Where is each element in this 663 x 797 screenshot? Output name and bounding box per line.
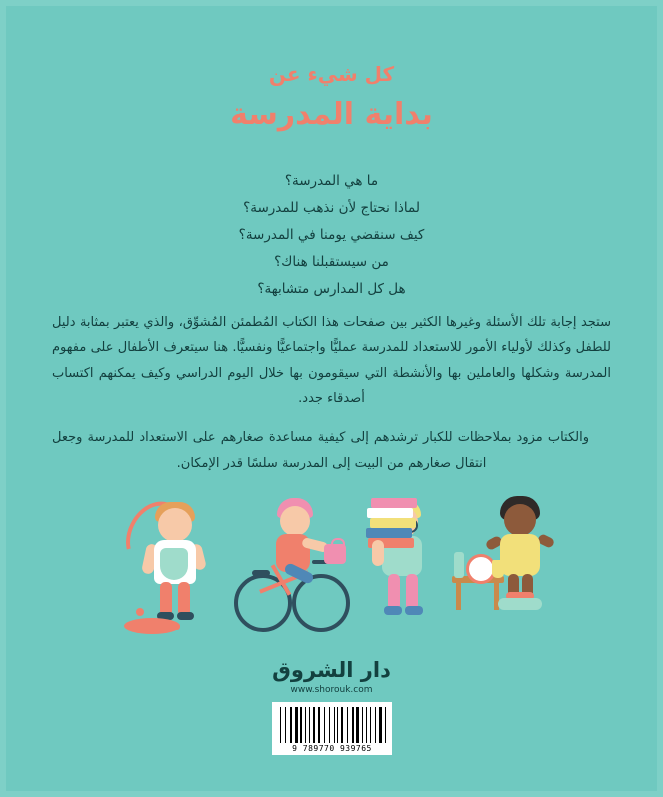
barcode-bar (334, 707, 335, 743)
barcode-bar (383, 707, 385, 743)
page-title: بداية المدرسة (230, 97, 433, 132)
paint-drop-shape (174, 624, 180, 630)
arm-shape (372, 540, 384, 566)
barcode-bar (355, 707, 356, 743)
apron-shape (160, 548, 188, 580)
barcode-bar (362, 707, 364, 743)
bottle-shape (454, 552, 464, 578)
barcode-bar (337, 707, 338, 743)
barcode-bar (321, 707, 323, 743)
barcode-bar (385, 707, 386, 743)
barcode-bar (375, 707, 377, 743)
book-shape (370, 518, 416, 528)
barcode-bar (379, 707, 382, 743)
desk-leg-shape (456, 582, 461, 610)
barcode-bar (364, 707, 365, 743)
barcode-bar (310, 707, 312, 743)
barcode-bar (309, 707, 310, 743)
barcode-bar (295, 707, 298, 743)
barcode-bar (368, 707, 369, 743)
publisher-name: دار الشروق (272, 658, 391, 682)
school-bag-shape (324, 544, 346, 564)
barcode-bar (360, 707, 361, 743)
barcode-bars (278, 707, 386, 743)
barcode-bar (280, 707, 282, 743)
blurb-paragraph: ستجد إجابة تلك الأسئلة وغيرها الكثير بين صفحات هذا الكتاب المُطمئن المُشوِّق، والذي يعتبر بمثابة دليل للطفل وكذلك لأولياء الأمور للاستعداد للمدرسة عمليًّا واجتماعيًّا ونفسيًّا. هنا سيتعرف الأطفال على مفهوم المدرسة وشكلها والعاملين بها والأنشطة التي سيقومون بها خلال اليوم الدراسي وكيف يمكنهم اكتساب أصدقاء جدد. (52, 315, 611, 407)
barcode-bar (352, 707, 354, 743)
barcode-bar (370, 707, 371, 743)
barcode-bar (356, 707, 359, 743)
cover-illustration (0, 482, 663, 642)
barcode-bar (348, 707, 351, 743)
title-subtitle: كل شيء عن (268, 62, 395, 86)
questions-list (0, 168, 663, 303)
isbn-number: 9 789770 939765 (292, 744, 372, 753)
shoe-right-shape (405, 606, 423, 615)
barcode-bar (300, 707, 302, 743)
barcode-bar (290, 707, 292, 743)
question-item: من سيستقبلنا هناك؟ (274, 254, 389, 270)
barcode-bar (372, 707, 374, 743)
book-shape (366, 528, 412, 538)
barcode-bar (285, 707, 286, 743)
barcode-bar (278, 707, 279, 743)
title-block (0, 62, 663, 134)
barcode-bar (293, 707, 294, 743)
barcode-bar (339, 707, 340, 743)
paint-puddle-shape (124, 618, 180, 634)
barcode-bar (282, 707, 284, 743)
head-shape (504, 504, 536, 536)
barcode-bar (299, 707, 300, 743)
question-item: ما هي المدرسة؟ (284, 173, 379, 189)
barcode-bar (313, 707, 315, 743)
book-shape (367, 508, 413, 518)
question-item: كيف سنقضي يومنا في المدرسة؟ (238, 227, 425, 243)
question-item: لماذا نحتاج لأن نذهب للمدرسة؟ (243, 200, 420, 216)
barcode-bar (326, 707, 329, 743)
barcode-bar (287, 707, 290, 743)
barcode-bar (341, 707, 343, 743)
barcode-bar (305, 707, 306, 743)
paint-drop-shape (136, 608, 144, 616)
shoe-left-shape (384, 606, 402, 615)
barcode (272, 702, 392, 755)
scale-base-shape (498, 598, 542, 610)
barcode-bar (331, 707, 333, 743)
leg-left-shape (160, 582, 172, 616)
blurb-paragraph: والكتاب مزود بملاحظات للكبار ترشدهم إلى كيفية مساعدة صغارهم على الاستعداد للمدرسة وجعل انتقال صغارهم من البيت إلى المدرسة سلسًا قدر الإمكان. (52, 430, 589, 471)
head-shape (280, 506, 310, 536)
barcode-bar (324, 707, 325, 743)
bicycle-wheel-shape (292, 574, 350, 632)
illustration-girl-on-scales (452, 482, 572, 642)
head-shape (158, 508, 192, 542)
illustration-girl-on-bicycle (228, 482, 353, 642)
illustration-boy-spilling-paint (122, 492, 232, 642)
blurb-text (52, 310, 611, 490)
barcode-bar (344, 707, 346, 743)
publisher-url[interactable]: www.shorouk.com (290, 685, 373, 695)
barcode-bar (336, 707, 337, 743)
book-shape (371, 498, 417, 508)
barcode-bar (307, 707, 308, 743)
barcode-bar (303, 707, 304, 743)
barcode-bar (366, 707, 367, 743)
bicycle-seat-shape (252, 570, 270, 576)
barcode-bar (318, 707, 321, 743)
illustration-boy-carrying-books (352, 486, 462, 642)
barcode-bar (329, 707, 330, 743)
body-shape (500, 534, 540, 576)
leg-right-shape (406, 574, 418, 610)
leg-right-shape (178, 582, 190, 616)
publisher-block (0, 658, 663, 695)
barcode-bar (316, 707, 317, 743)
leg-left-shape (388, 574, 400, 610)
shoe-right-shape (177, 612, 194, 620)
barcode-bar (377, 707, 378, 743)
question-item: هل كل المدارس متشابهة؟ (257, 281, 406, 297)
barcode-bar (347, 707, 348, 743)
